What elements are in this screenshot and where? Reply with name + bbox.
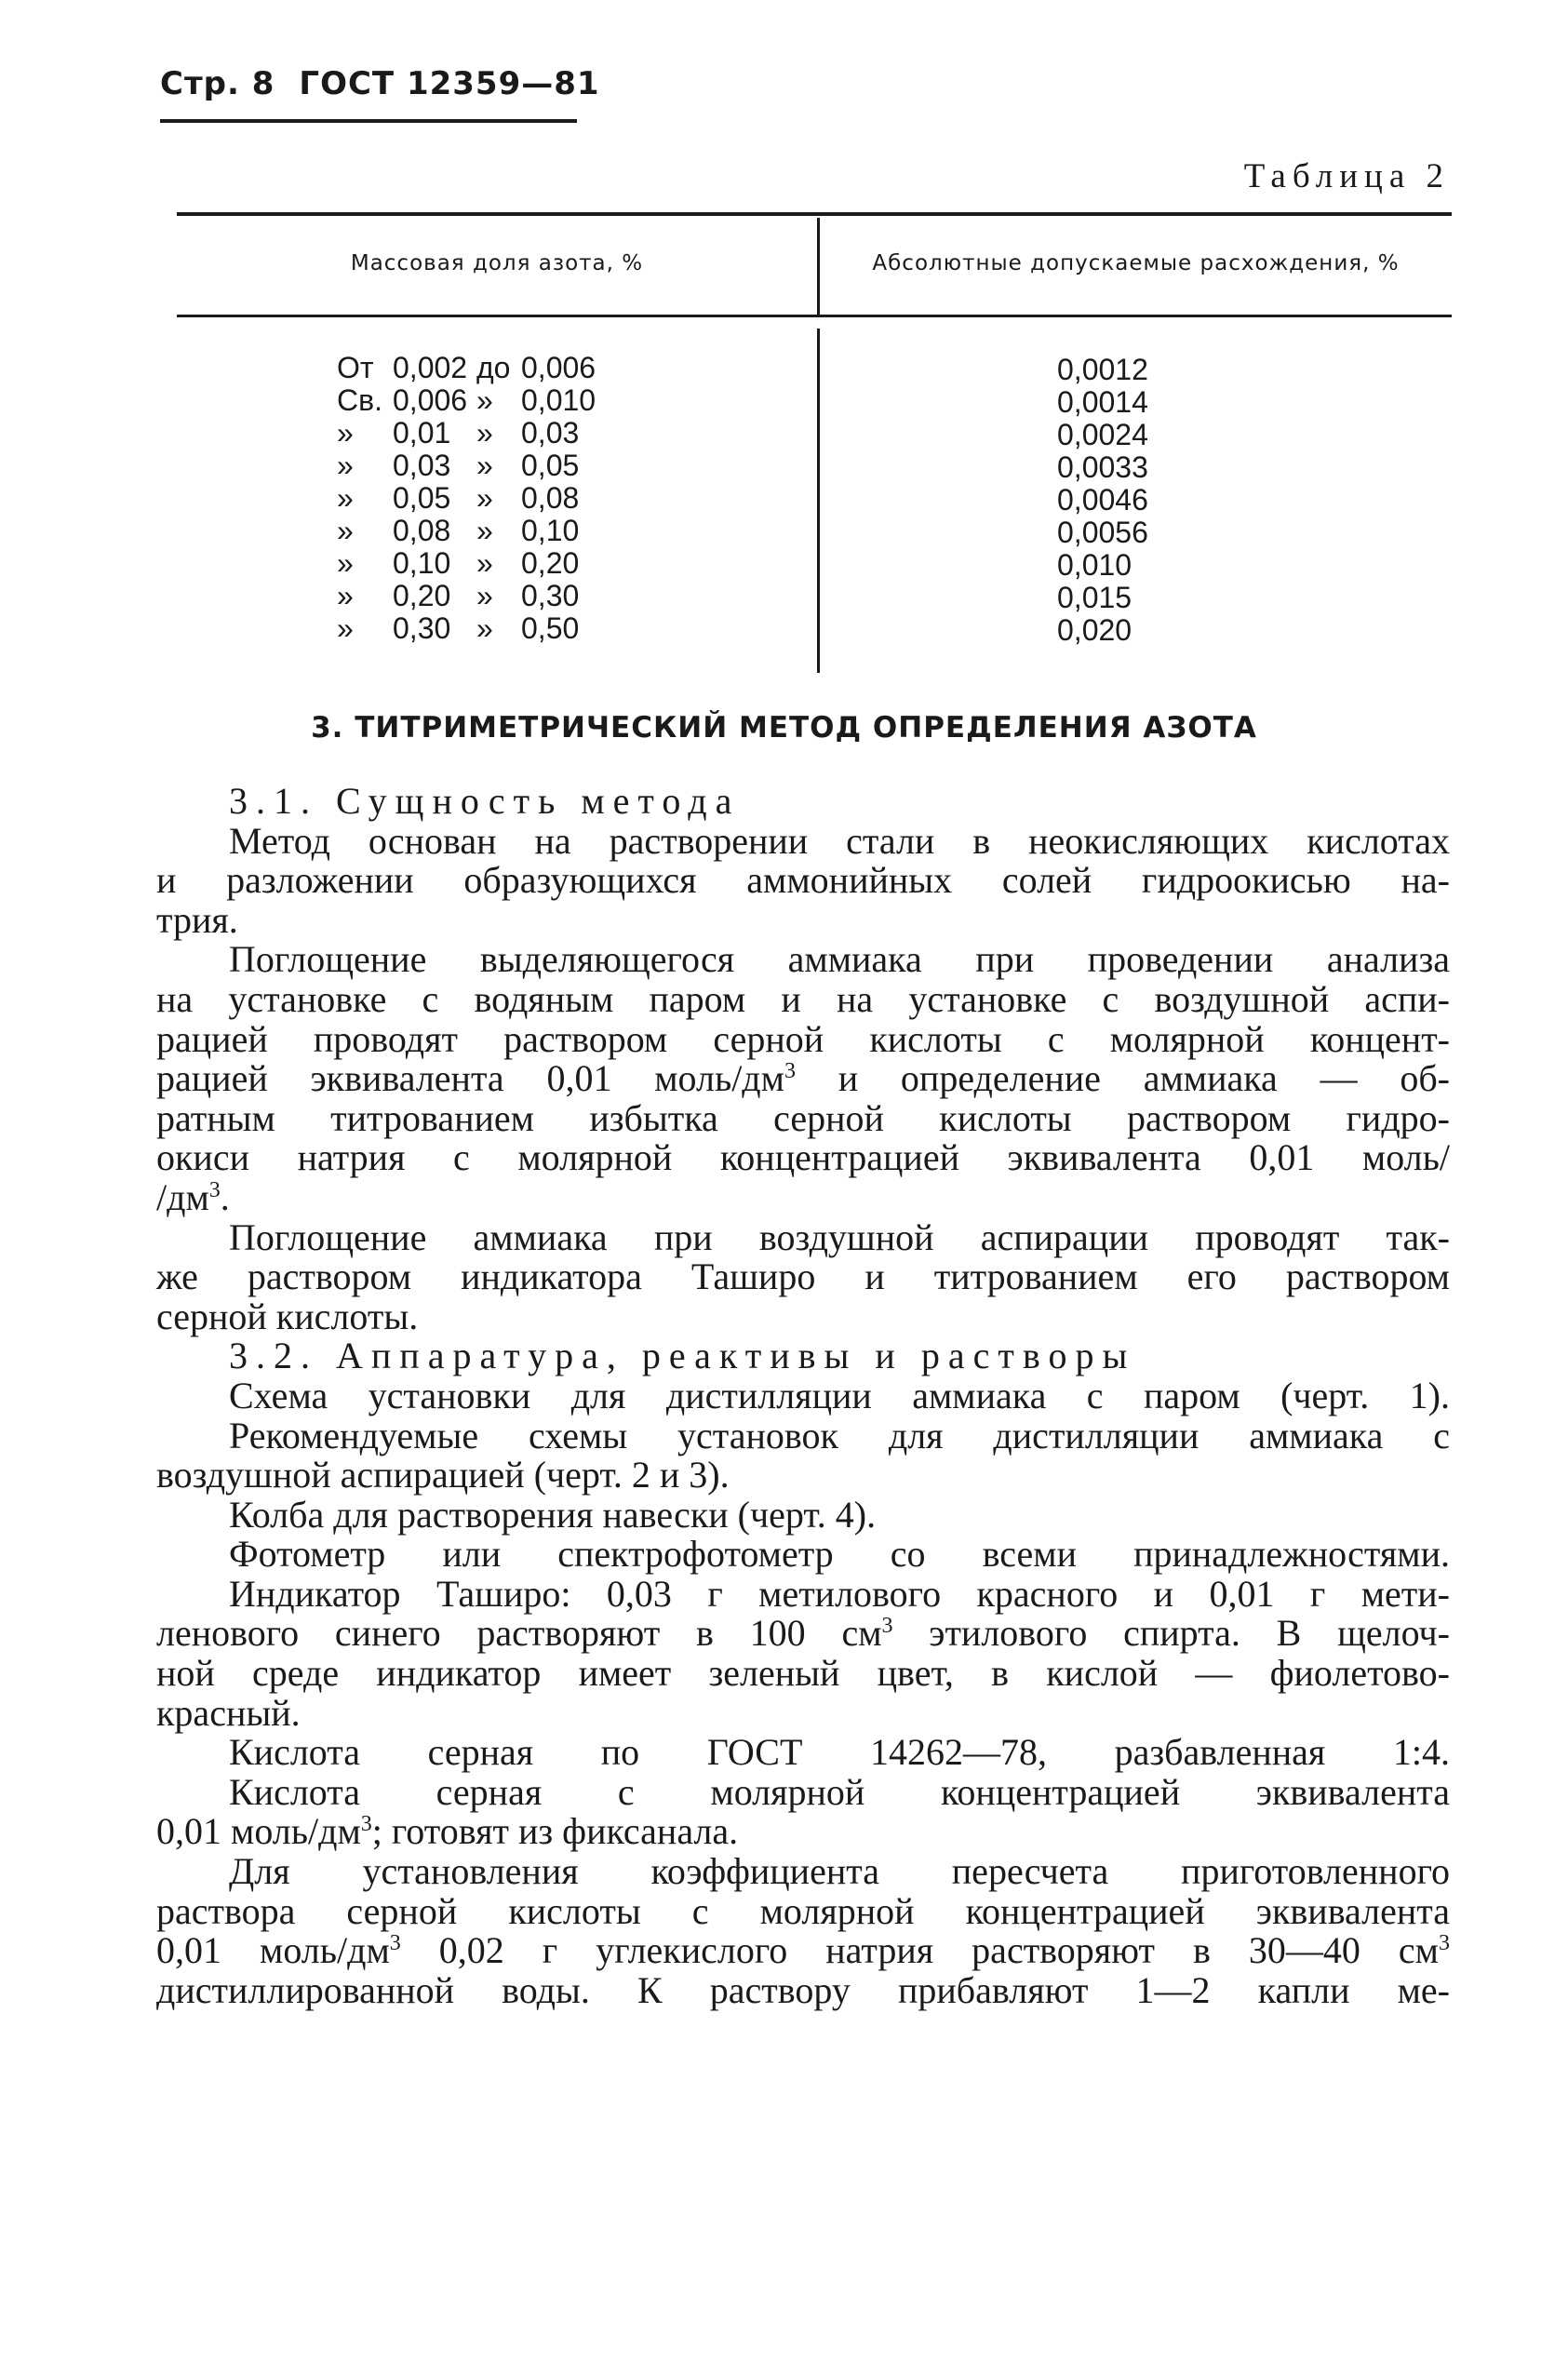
- paragraph-line: воздушной аспирацией (черт. 2 и 3).: [156, 1454, 730, 1496]
- table-top-rule: [177, 212, 1452, 216]
- paragraph-line: ной среде индикатор имеет зеленый цвет, в кислой — фиолетово-: [156, 1652, 1450, 1695]
- table-row: » 0,30 » 0,50: [337, 611, 580, 645]
- table-row: » 0,03 » 0,05: [337, 449, 580, 482]
- table-cell-value: 0,0024: [1057, 418, 1148, 451]
- table-row: » 0,10 » 0,20: [337, 546, 580, 580]
- table-cell-value: 0,015: [1057, 581, 1132, 614]
- page-number: Стр. 8: [160, 65, 275, 102]
- paragraph-line: окиси натрия с молярной концентрацией эквивалента 0,01 моль/: [156, 1136, 1450, 1179]
- paragraph-line: 0,01 моль/$дм^3$ 0,02 г углекислого натрия растворяют в 30—40 $см^3$: [156, 1929, 1450, 1972]
- paragraph-line: ленового синего растворяют в 100 $см^3$ этилового спирта. В щелоч-: [156, 1612, 1450, 1655]
- paragraph-line: Фотометр или спектрофотометр со всеми принадлежностями.: [229, 1533, 1450, 1576]
- subsection-heading-3-1: 3.1. Сущность метода: [229, 780, 741, 822]
- table-cell-value: 0,0033: [1057, 450, 1148, 484]
- paragraph-line: Индикатор Таширо: 0,03 г метилового красного и 0,01 г мети-: [229, 1572, 1450, 1615]
- table-row: » 0,08 » 0,10: [337, 514, 580, 547]
- paragraph-line: и разложении образующихся аммонийных солей гидроокисью на-: [156, 859, 1450, 902]
- header-rule: [160, 119, 577, 123]
- paragraph-line: раствора серной кислоты с молярной концентрацией эквивалента: [156, 1889, 1450, 1932]
- standard-code: ГОСТ 12359—81: [299, 65, 600, 102]
- section-title: 3. ТИТРИМЕТРИЧЕСКИЙ МЕТОД ОПРЕДЕЛЕНИЯ АЗОТА: [311, 711, 1257, 745]
- nitrogen-ranges: [337, 352, 596, 645]
- table-row: От 0,002 до 0,006: [337, 351, 596, 384]
- table-cell-value: 0,0056: [1057, 516, 1148, 549]
- table-cell-value: 0,0012: [1057, 353, 1148, 386]
- table-cell-value: 0,020: [1057, 613, 1132, 647]
- paragraph-line: рацией эквивалента 0,01 моль/$дм^3$ и определение аммиака — об-: [156, 1057, 1451, 1100]
- paragraph-line: ратным титрованием избытка серной кислоты раствором гидро-: [156, 1096, 1450, 1139]
- table-cell-value: 0,0014: [1057, 385, 1148, 419]
- paragraph-line: Рекомендуемые схемы установок для дистилляции аммиака с: [229, 1414, 1450, 1456]
- table-row: Св. 0,006 » 0,010: [337, 383, 596, 417]
- paragraph-line: на установке с водяным паром и на установке с воздушной аспи-: [156, 977, 1450, 1020]
- column-header-deviation: Абсолютные допускаемые расхождения, %: [872, 251, 1400, 275]
- section-body: [156, 782, 1450, 2010]
- table-header-rule: [177, 315, 1452, 317]
- paragraph-line: трия.: [156, 898, 238, 941]
- column-header-nitrogen: Массовая доля азота, %: [350, 251, 644, 275]
- paragraph-line: красный.: [156, 1691, 301, 1734]
- paragraph-line: же раствором индикатора Таширо и титрованием его раствором: [156, 1255, 1450, 1298]
- table-body-divider: [817, 329, 820, 673]
- table-cell-value: 0,010: [1057, 548, 1132, 582]
- paragraph-line: $/дм^3$.: [156, 1175, 230, 1218]
- paragraph-line: 0,01 моль/$дм^3$; готовят из фиксанала.: [156, 1810, 739, 1853]
- paragraph-line: Колба для растворения навески (черт. 4).: [229, 1493, 877, 1536]
- table-2: [177, 212, 1452, 678]
- paragraph-line: дистиллированной воды. К раствору прибавляют 1—2 капли ме-: [156, 1968, 1450, 2011]
- table-label: Таблица 2: [1243, 157, 1450, 195]
- paragraph-line: серной кислоты.: [156, 1295, 419, 1337]
- paragraph-line: Поглощение аммиака при воздушной аспирации проводят так-: [229, 1215, 1450, 1258]
- paragraph-line: Метод основан на растворении стали в неокисляющих кислотах: [229, 819, 1450, 862]
- paragraph-line: Схема установки для дистилляции аммиака с паром (черт. 1).: [229, 1374, 1450, 1416]
- table-row: » 0,01 » 0,03: [337, 416, 580, 450]
- subsection-heading-3-2: 3.2. Аппаратура, реактивы и растворы: [229, 1335, 1136, 1377]
- paragraph-line: Кислота серная по ГОСТ 14262—78, разбавленная 1:4.: [229, 1731, 1450, 1774]
- deviation-values: [1057, 354, 1148, 647]
- paragraph-line: Для установления коэффициента пересчета приготовленного: [229, 1850, 1450, 1893]
- paragraph-line: Поглощение выделяющегося аммиака при проведении анализа: [229, 938, 1450, 981]
- table-cell-value: 0,0046: [1057, 483, 1148, 517]
- paragraph-line: рацией проводят раствором серной кислоты с молярной концент-: [156, 1017, 1450, 1060]
- table-row: » 0,20 » 0,30: [337, 579, 580, 612]
- page-header: [160, 65, 600, 102]
- table-row: » 0,05 » 0,08: [337, 481, 580, 515]
- paragraph-line: Кислота серная с молярной концентрацией эквивалента: [229, 1770, 1450, 1813]
